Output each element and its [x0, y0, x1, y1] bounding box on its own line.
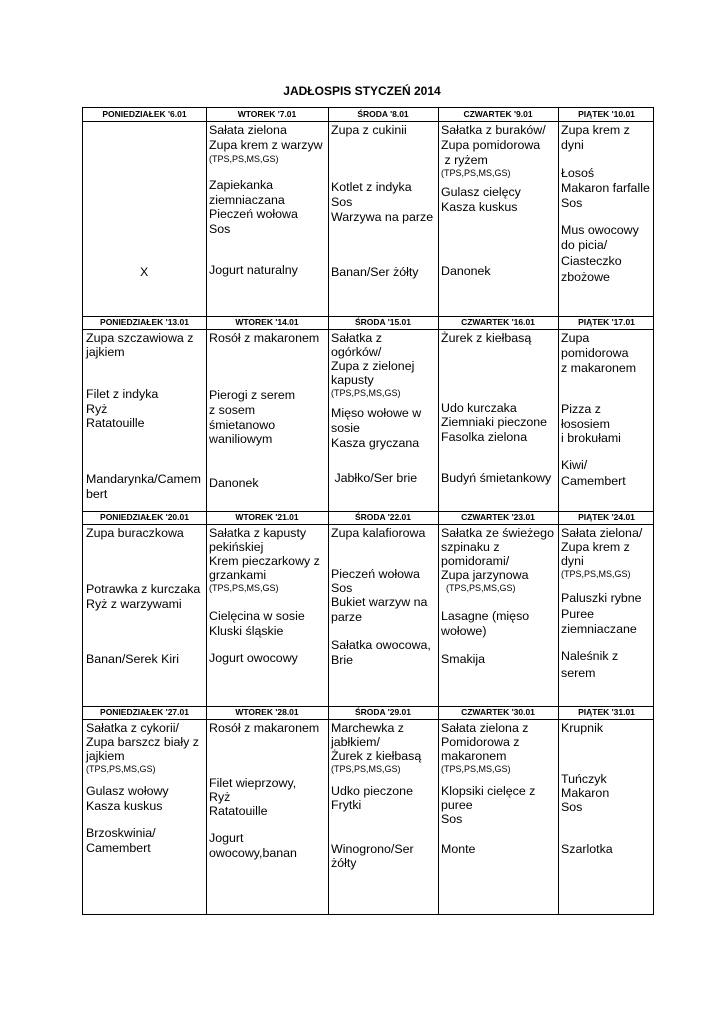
menu-item: Winogrono/Ser	[331, 842, 414, 856]
menu-item: Ryż	[86, 402, 108, 416]
menu-item: Udo kurczaka	[441, 401, 517, 415]
menu-item: Lasagne (mięso	[441, 609, 530, 623]
day-menu-cell	[328, 720, 438, 912]
menu-item: pomidorami/	[441, 554, 510, 568]
menu-item: śmietanowo	[209, 418, 276, 432]
menu-item: dyni	[561, 554, 584, 568]
allergen-note: (TPS,PS,MS,GS)	[209, 154, 279, 164]
menu-item: Sałata zielona z	[441, 721, 529, 735]
day-header: PONIEDZIAŁEK '6.01	[102, 109, 187, 119]
allergen-note: (TPS,PS,MS,GS)	[331, 764, 401, 774]
menu-item: Ciasteczko	[561, 254, 622, 268]
menu-item: ziemniaczane	[561, 622, 637, 636]
day-menu-cell	[83, 330, 206, 510]
day-header: WTOREK '7.01	[237, 109, 297, 119]
day-header: CZWARTEK '30.01	[461, 707, 535, 717]
menu-item: Krupnik	[561, 721, 604, 735]
menu-item: Sos	[561, 196, 583, 210]
menu-item: Ryż	[209, 790, 231, 804]
day-header: PONIEDZIAŁEK '20.01	[100, 512, 189, 522]
day-menu-cell	[558, 525, 655, 705]
menu-item: Sos	[331, 195, 353, 209]
day-header: PIĄTEK '17.01	[578, 317, 635, 327]
day-menu-cell	[83, 720, 206, 912]
menu-item: Łosoś	[561, 166, 595, 180]
day-menu-cell	[438, 330, 558, 510]
menu-item: Sałata zielona/	[561, 526, 643, 540]
menu-item: Bukiet warzyw na	[331, 595, 428, 609]
menu-item: Kasza kuskus	[86, 799, 163, 813]
menu-item: Ziemniaki pieczone	[441, 415, 548, 429]
menu-item: Zupa krem z	[561, 540, 630, 554]
menu-item: zbożowe	[561, 270, 610, 284]
menu-item: Żurek z kiełbasą	[331, 749, 422, 763]
menu-item: Zupa jarzynowa	[441, 568, 529, 582]
day-header: PIĄTEK '31.01	[578, 707, 635, 717]
day-header: WTOREK '28.01	[235, 707, 299, 717]
menu-item: Zupa krem z	[561, 123, 630, 137]
menu-item: Zupa buraczkowa	[86, 526, 184, 540]
menu-item: Marchewka z	[331, 721, 404, 735]
menu-item: Sałatka z cykorii/	[86, 721, 179, 735]
menu-item: Zupa szczawiowa z	[86, 331, 194, 345]
day-menu-cell	[438, 525, 558, 705]
menu-item: Cielęcina w sosie	[209, 609, 305, 623]
menu-item: Sos	[561, 800, 583, 814]
menu-item: Zupa z zielonej	[331, 359, 415, 373]
menu-item: Puree	[561, 607, 595, 621]
menu-item: Klopsiki cielęce z	[441, 784, 536, 798]
menu-item: Zupa kalafiorowa	[331, 526, 426, 540]
menu-item: Warzywa na parze	[331, 210, 434, 224]
menu-item: Mięso wołowe w	[331, 406, 422, 420]
menu-item: Makaron	[561, 786, 610, 800]
menu-item: Jogurt owocowy	[209, 651, 298, 665]
menu-item: Brzoskwinia/	[86, 826, 156, 840]
menu-item: Gulasz cielęcy	[441, 185, 521, 199]
menu-item: Ratatouille	[209, 804, 268, 818]
menu-item: puree	[441, 798, 473, 812]
allergen-note: (TPS,PS,MS,GS)	[331, 388, 401, 398]
menu-item: Pierogi z serem	[209, 388, 296, 402]
menu-item: makaronem	[441, 749, 507, 763]
menu-item: Sałatka ze świeżego	[441, 526, 554, 540]
menu-item: Ryż z warzywami	[86, 597, 182, 611]
menu-item: Mandarynka/Camem	[86, 472, 202, 486]
menu-item: Banan/Ser żółty	[331, 265, 419, 279]
menu-item: Sałatka z kapusty	[209, 526, 307, 540]
menu-item: Pieczeń wołowa	[331, 567, 420, 581]
menu-item: Paluszki rybne	[561, 591, 642, 605]
menu-item: Banan/Serek Kiri	[86, 652, 179, 666]
menu-item: Danonek	[209, 476, 259, 490]
menu-item: Sos	[209, 222, 231, 236]
menu-item: Udko pieczone	[331, 784, 413, 798]
menu-item: Zupa pomidorowa	[441, 138, 541, 152]
allergen-note: (TPS,PS,MS,GS)	[561, 569, 631, 579]
menu-item: pekińskiej	[209, 540, 264, 554]
day-header: CZWARTEK '16.01	[461, 317, 535, 327]
menu-item: Filet z indyka	[86, 387, 159, 401]
day-menu-cell	[206, 122, 328, 305]
menu-item: Frytki	[331, 798, 362, 812]
day-header: CZWARTEK '9.01	[463, 109, 533, 119]
menu-item: Danonek	[441, 264, 491, 278]
menu-item: Zapiekanka	[209, 178, 274, 192]
day-header: WTOREK '14.01	[235, 317, 299, 327]
day-menu-cell	[206, 330, 328, 510]
menu-item: Kiwi/	[561, 458, 588, 472]
menu-item: Camembert	[561, 474, 626, 488]
menu-item: Rosół z makaronem	[209, 331, 320, 345]
menu-item: X	[140, 265, 149, 279]
menu-item: żółty	[331, 856, 357, 870]
menu-item: Fasolka zielona	[441, 430, 528, 444]
menu-item: Potrawka z kurczaka	[86, 582, 201, 596]
menu-item: Sos	[441, 812, 463, 826]
menu-item: do picia/	[561, 238, 608, 252]
menu-item: Monte	[441, 842, 476, 856]
menu-item: jabłkiem/	[331, 735, 380, 749]
day-menu-cell	[328, 525, 438, 705]
day-menu-cell	[83, 122, 206, 305]
menu-item: z sosem	[209, 403, 256, 417]
menu-item: Gulasz wołowy	[86, 784, 169, 798]
allergen-note: (TPS,PS,MS,GS)	[441, 168, 511, 178]
menu-item: Zupa barszcz biały z	[86, 735, 199, 749]
menu-item: Smakija	[441, 652, 486, 666]
menu-item: wołowe)	[441, 624, 487, 638]
day-menu-cell	[558, 720, 655, 912]
menu-item: i brokułami	[561, 431, 621, 445]
day-menu-cell	[438, 122, 558, 305]
menu-item: Tuńczyk	[561, 772, 607, 786]
menu-item: z makaronem	[561, 361, 637, 375]
menu-item: dyni	[561, 138, 584, 152]
day-header: ŚRODA '22.01	[354, 512, 412, 522]
menu-table	[82, 107, 654, 915]
menu-item: Zupa z cukinii	[331, 123, 407, 137]
menu-item: Sałata zielona	[209, 123, 287, 137]
menu-item: Pizza z	[561, 402, 601, 416]
menu-item: kapusty	[331, 373, 374, 387]
menu-item: Pieczeń wołowa	[209, 207, 298, 221]
menu-item: Jogurt	[209, 831, 244, 845]
menu-item: Brie	[331, 653, 354, 667]
menu-item: Sałatka z buraków/	[441, 123, 546, 137]
menu-item: Sałatka z	[331, 331, 382, 345]
allergen-note: (TPS,PS,MS,GS)	[441, 764, 511, 774]
menu-item: Kluski śląskie	[209, 624, 284, 638]
menu-item: bert	[86, 487, 108, 501]
menu-item: ziemniaczana	[209, 193, 285, 207]
menu-item: serem	[561, 666, 596, 680]
menu-item: Zupa	[561, 331, 590, 345]
menu-item: Szarlotka	[561, 842, 613, 856]
day-header: PONIEDZIAŁEK '27.01	[100, 707, 189, 717]
day-menu-cell	[438, 720, 558, 912]
menu-item: Pomidorowa z	[441, 735, 520, 749]
menu-item: sosie	[331, 421, 360, 435]
menu-item: Makaron farfalle	[561, 181, 650, 195]
menu-item: pomidorowa	[561, 346, 629, 360]
allergen-note: (TPS,PS,MS,GS)	[86, 764, 156, 774]
menu-item: Kasza kuskus	[441, 200, 518, 214]
menu-item: Żurek z kiełbasą	[441, 331, 532, 345]
menu-item: Filet wieprzowy,	[209, 776, 297, 790]
day-menu-cell	[558, 122, 655, 305]
menu-item: z ryżem	[441, 153, 488, 167]
menu-item: Mus owocowy	[561, 223, 639, 237]
day-header: PONIEDZIAŁEK '13.01	[100, 317, 189, 327]
day-menu-cell	[206, 525, 328, 705]
menu-item: Sałatka owocowa,	[331, 638, 431, 652]
menu-item: Zupa krem z warzyw	[209, 138, 323, 152]
menu-item: Jabłko/Ser brie	[331, 471, 418, 485]
allergen-note: (TPS,PS,MS,GS)	[209, 583, 279, 593]
day-menu-cell	[83, 525, 206, 705]
menu-item: jajkiem	[86, 749, 125, 763]
menu-item: Jogurt naturalny	[209, 263, 298, 277]
menu-item: Kasza gryczana	[331, 436, 420, 450]
menu-title: JADŁOSPIS STYCZEŃ 2014	[283, 84, 441, 98]
day-header: CZWARTEK '23.01	[461, 512, 535, 522]
menu-item: waniliowym	[209, 432, 273, 446]
day-menu-cell	[328, 330, 438, 510]
menu-item: Krem pieczarkowy z	[209, 554, 320, 568]
day-header: ŚRODA '29.01	[354, 707, 412, 717]
menu-item: owocowy,banan	[209, 846, 297, 860]
menu-item: Rosół z makaronem	[209, 721, 320, 735]
menu-item: Naleśnik z	[561, 649, 619, 663]
menu-item: szpinaku z	[441, 540, 500, 554]
day-header: WTOREK '21.01	[235, 512, 299, 522]
day-header: PIĄTEK '24.01	[578, 512, 635, 522]
day-header: ŚRODA '15.01	[354, 317, 412, 327]
menu-item: Ratatouille	[86, 416, 145, 430]
menu-item: Sos	[331, 581, 353, 595]
day-header: PIĄTEK '10.01	[578, 109, 635, 119]
day-menu-cell	[558, 330, 655, 510]
allergen-note: (TPS,PS,MS,GS)	[441, 583, 516, 593]
menu-item: Camembert	[86, 841, 151, 855]
menu-item: grzankami	[209, 568, 267, 582]
menu-item: łososiem	[561, 417, 610, 431]
day-header: ŚRODA '8.01	[357, 109, 409, 119]
day-menu-cell	[328, 122, 438, 305]
menu-item: ogórków/	[331, 345, 382, 359]
menu-item: Kotlet z indyka	[331, 180, 412, 194]
menu-item: jajkiem	[86, 345, 125, 359]
menu-item: parze	[331, 610, 362, 624]
menu-item: Budyń śmietankowy	[441, 471, 552, 485]
day-menu-cell	[206, 720, 328, 912]
